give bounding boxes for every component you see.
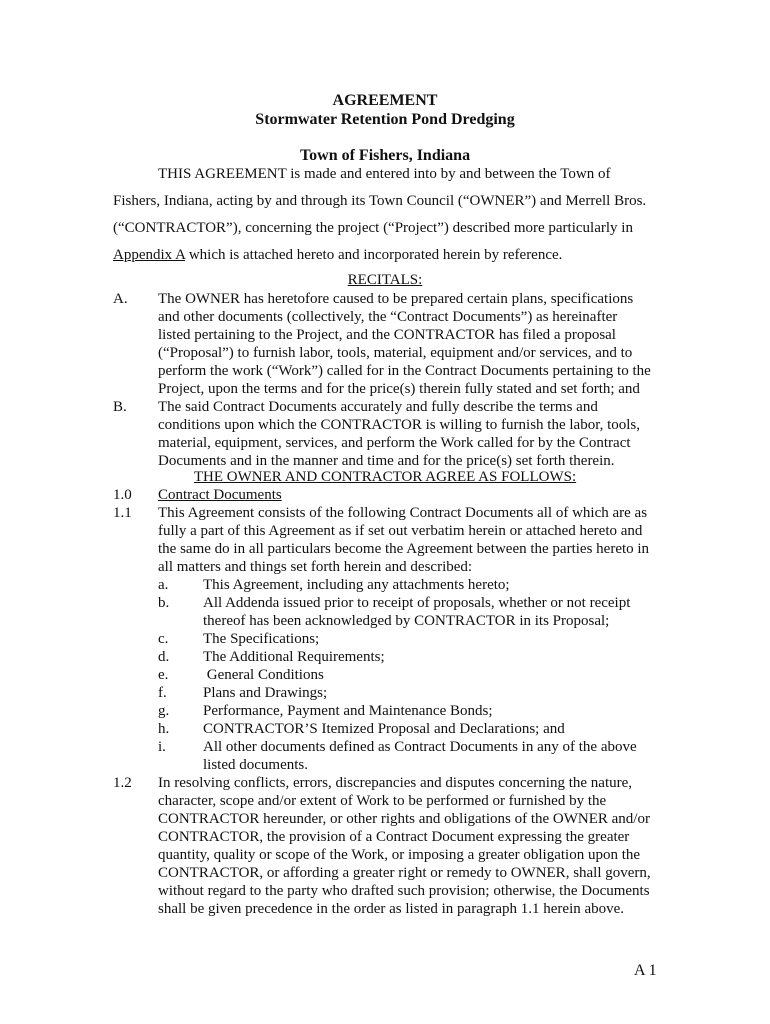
section-1-1-line: fully a part of this Agreement as if set out verbatim herein or attached hereto and (158, 523, 643, 539)
list-item-label: h. (158, 721, 170, 737)
recital-a-line: Project, upon the terms and for the price(s) therein fully stated and set forth; and (158, 381, 640, 397)
list-item-text: All Addenda issued prior to receipt of proposals, whether or not receipt (203, 595, 631, 611)
section-1-2-line: shall be given precedence in the order as listed in paragraph 1.1 herein above. (158, 901, 625, 917)
section-1-2-line: CONTRACTOR, the provision of a Contract Document expressing the greater (158, 829, 630, 845)
recital-b-line: Documents and in the manner and time and for the price(s) set forth therein. (158, 453, 615, 469)
recital-a-line: perform the work (“Work”) called for in the Contract Documents pertaining to the (158, 363, 651, 379)
list-item-text: General Conditions (203, 667, 324, 683)
recital-a-label: A. (113, 291, 128, 307)
recital-a-line: listed pertaining to the Project, and the CONTRACTOR has filed a proposal (158, 327, 616, 343)
page-number: A 1 (634, 962, 657, 979)
recital-b-line: conditions upon which the CONTRACTOR is willing to furnish the labor, tools, (158, 417, 641, 433)
section-1-0-title: Contract Documents (158, 487, 282, 503)
document-subtitle: Stormwater Retention Pond Dredging (255, 111, 515, 128)
list-item-label: g. (158, 703, 170, 719)
section-1-2-label: 1.2 (113, 775, 132, 791)
intro-line-2: Fishers, Indiana, acting by and through its Town Council (“OWNER”) and Merrell Bros. (113, 193, 647, 209)
section-1-1-text (158, 504, 658, 576)
list-item-label: d. (158, 649, 170, 665)
intro-line-3: (“CONTRACTOR”), concerning the project (“Project”) described more particularly in (113, 220, 633, 236)
section-1-0-label: 1.0 (113, 487, 132, 503)
section-1-2-line: CONTRACTOR hereunder, or other rights and obligations of the OWNER and/or (158, 811, 650, 827)
recital-a-line: and other documents (collectively, the “Contract Documents”) as hereinafter (158, 309, 618, 325)
recital-b-line: material, equipment, services, and perform the Work called for by the Contract (158, 435, 631, 451)
recital-a-line: (“Proposal”) to furnish labor, tools, material, equipment and/or services, and to (158, 345, 633, 361)
section-1-2-line: quantity, quality or scope of the Work, or imposing a greater obligation upon the (158, 847, 641, 863)
list-item-label: e. (158, 667, 169, 683)
list-item-text: The Additional Requirements; (203, 649, 385, 665)
document-title: AGREEMENT (332, 92, 438, 109)
section-1-2-line: CONTRACTOR, or affording a greater right or remedy to OWNER, shall govern, (158, 865, 651, 881)
appendix-a-link[interactable]: Appendix A (113, 247, 186, 263)
list-item-label: a. (158, 577, 169, 593)
recital-a-line: The OWNER has heretofore caused to be prepared certain plans, specifications (158, 291, 634, 307)
section-1-1-line: all matters and things set forth herein and described: (158, 559, 473, 575)
recitals-heading: RECITALS: (347, 272, 423, 288)
section-1-2-line: character, scope and/or extent of Work to be performed or furnished by the (158, 793, 607, 809)
list-item-text: CONTRACTOR’S Itemized Proposal and Declarations; and (203, 721, 565, 737)
list-item-text: thereof has been acknowledged by CONTRACTOR in its Proposal; (203, 613, 610, 629)
section-1-1-line: the same do in all particulars become the Agreement between the parties hereto in (158, 541, 650, 557)
town-heading: Town of Fishers, Indiana (299, 147, 471, 164)
list-item-text: Performance, Payment and Maintenance Bonds; (203, 703, 493, 719)
intro-line-4 (113, 246, 562, 264)
list-item-label: b. (158, 595, 170, 611)
section-1-1-line: This Agreement consists of the following Contract Documents all of which are as (158, 505, 648, 521)
section-1-1-label: 1.1 (113, 505, 132, 521)
recital-b-label: B. (113, 399, 127, 415)
section-1-2-line: without regard to the party who drafted such provision; otherwise, the Documents (158, 883, 650, 899)
section-1-2-text (158, 774, 658, 918)
list-item-label: c. (158, 631, 169, 647)
intro-line-1: THIS AGREEMENT is made and entered into by and between the Town of (158, 166, 611, 182)
list-item-text: All other documents defined as Contract Documents in any of the above (203, 739, 637, 755)
recital-b-text (158, 398, 658, 470)
list-item-label: i. (158, 739, 166, 755)
recital-a-text (158, 290, 658, 398)
list-item-text: Plans and Drawings; (203, 685, 328, 701)
list-item-text: The Specifications; (203, 631, 320, 647)
list-item-text: listed documents. (203, 757, 308, 773)
agree-heading: THE OWNER AND CONTRACTOR AGREE AS FOLLOWS: (193, 469, 577, 485)
list-item-text: This Agreement, including any attachments hereto; (203, 577, 510, 593)
section-1-2-line: In resolving conflicts, errors, discrepancies and disputes concerning the nature, (158, 775, 633, 791)
list-item-label: f. (158, 685, 167, 701)
intro-line-4-text: which is attached hereto and incorporated herein by reference. (185, 247, 563, 263)
recital-b-line: The said Contract Documents accurately and fully describe the terms and (158, 399, 598, 415)
